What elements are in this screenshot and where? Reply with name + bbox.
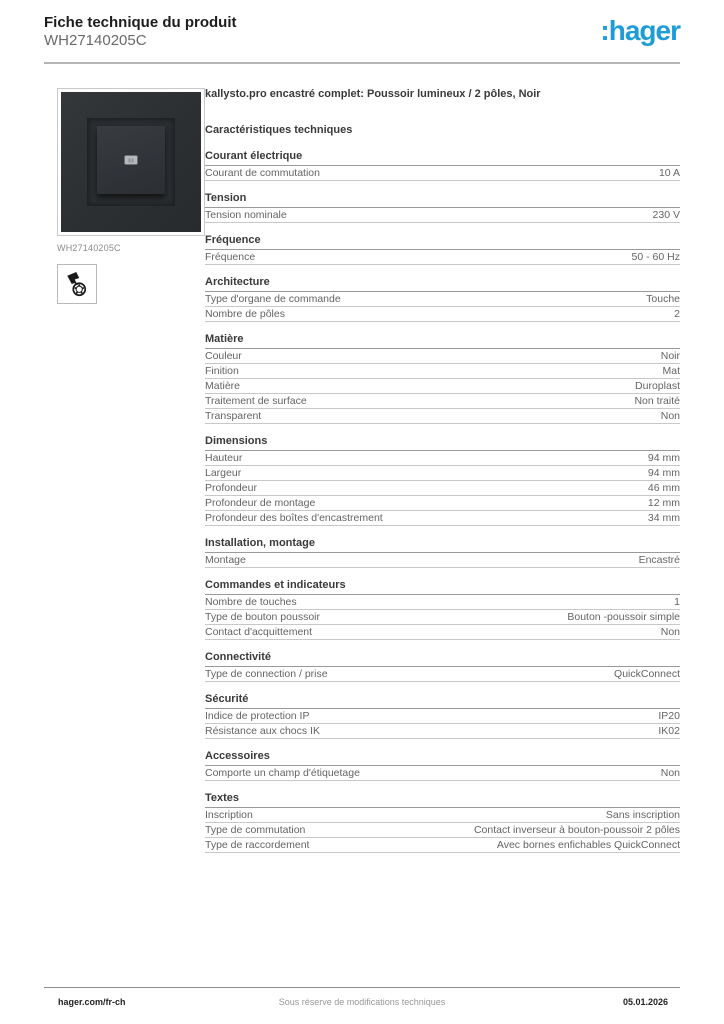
spec-row [205, 838, 680, 853]
spec-section [205, 274, 680, 322]
spec-row [205, 724, 680, 739]
spec-row [205, 250, 680, 265]
spec-section-title: Installation, montage [205, 535, 680, 553]
spec-row [205, 208, 680, 223]
spec-label: Couleur [205, 350, 242, 362]
spec-label: Finition [205, 365, 239, 377]
spec-row [205, 349, 680, 364]
spec-value: 10 A [658, 167, 680, 179]
spec-value: 2 [674, 308, 680, 320]
spec-section-title: Architecture [205, 274, 680, 292]
spec-row [205, 766, 680, 781]
spec-label: Type de bouton poussoir [205, 611, 320, 623]
spec-column [205, 88, 680, 862]
spec-value: Sans inscription [605, 809, 680, 821]
switch-indicator-window [125, 156, 138, 165]
page-footer [44, 987, 680, 1007]
spec-section-title: Textes [205, 790, 680, 808]
spec-section-title: Tension [205, 190, 680, 208]
spec-section-title: Accessoires [205, 748, 680, 766]
spec-label: Montage [205, 554, 246, 566]
spec-section-title: Connectivité [205, 649, 680, 667]
spec-section-title: Commandes et indicateurs [205, 577, 680, 595]
spec-value: 1 [674, 596, 680, 608]
spec-label: Courant de commutation [205, 167, 320, 179]
spec-section-title: Sécurité [205, 691, 680, 709]
spec-row [205, 595, 680, 610]
spec-label: Nombre de pôles [205, 308, 285, 320]
spec-sections [205, 148, 680, 853]
header-titles [44, 14, 237, 50]
spec-value: Non [660, 767, 680, 779]
spec-row [205, 364, 680, 379]
switch-push-button [97, 126, 165, 194]
spec-label: Matière [205, 380, 241, 392]
spec-label: Largeur [205, 467, 242, 479]
spec-value: IK02 [658, 725, 680, 737]
spec-label: Traitement de surface [205, 395, 307, 407]
spec-value: Bouton -poussoir simple [567, 611, 680, 623]
spec-section [205, 433, 680, 526]
spec-row [205, 292, 680, 307]
spec-row [205, 709, 680, 724]
spec-row [205, 808, 680, 823]
spec-row [205, 667, 680, 682]
spec-section [205, 790, 680, 853]
hager-logo: :hager [600, 15, 680, 46]
spec-value: Non traité [634, 395, 680, 407]
product-title: kallysto.pro encastré complet: Poussoir lumineux / 2 pôles, Noir [205, 88, 541, 100]
spec-row [205, 394, 680, 409]
spec-label: Type de raccordement [205, 839, 310, 851]
spec-row [205, 307, 680, 322]
spec-label: Comporte un champ d'étiquetage [205, 767, 360, 779]
page-title: Fiche technique du produit [44, 14, 237, 31]
spec-value: Touche [646, 293, 680, 305]
spec-row [205, 610, 680, 625]
spec-label: Contact d'acquittement [205, 626, 313, 638]
main-content [44, 88, 680, 862]
spec-value: Encastré [638, 554, 680, 566]
spec-row [205, 409, 680, 424]
spec-value: QuickConnect [614, 668, 680, 680]
product-image-caption: WH27140205C [57, 243, 121, 253]
product-image [57, 88, 205, 236]
spec-value: 50 - 60 Hz [631, 251, 680, 263]
spec-value: Contact inverseur à bouton-poussoir 2 pôles [473, 824, 680, 836]
spec-value: 34 mm [647, 512, 680, 524]
spec-section [205, 691, 680, 739]
footer-website-link[interactable]: hager.com/fr-ch [58, 997, 126, 1007]
spec-label: Fréquence [205, 251, 256, 263]
spec-label: Transparent [205, 410, 262, 422]
spec-row [205, 451, 680, 466]
spec-row [205, 496, 680, 511]
switch-cover-plate [61, 92, 201, 232]
spec-section [205, 148, 680, 181]
spec-section-title: Fréquence [205, 232, 680, 250]
spec-label: Nombre de touches [205, 596, 297, 608]
footer-date: 05.01.2026 [622, 997, 668, 1007]
spec-row [205, 625, 680, 640]
spec-label: Résistance aux chocs IK [205, 725, 320, 737]
spec-label: Type d'organe de commande [205, 293, 341, 305]
spec-section [205, 748, 680, 781]
spec-label: Type de commutation [205, 824, 306, 836]
spec-value: 12 mm [647, 497, 680, 509]
spec-label: Hauteur [205, 452, 243, 464]
spec-value: 94 mm [647, 467, 680, 479]
page-header [44, 14, 680, 50]
spec-section-title: Matière [205, 331, 680, 349]
switch-inner-frame [87, 118, 175, 206]
spec-row [205, 166, 680, 181]
spec-value: Non [660, 626, 680, 638]
spec-row [205, 511, 680, 526]
spec-value: Noir [660, 350, 680, 362]
spec-section-title: Courant électrique [205, 148, 680, 166]
spec-row [205, 481, 680, 496]
spec-label: Profondeur de montage [205, 497, 316, 509]
spec-section [205, 190, 680, 223]
spec-label: Inscription [205, 809, 253, 821]
spec-value: 46 mm [647, 482, 680, 494]
spec-section [205, 331, 680, 424]
spec-value: 230 V [652, 209, 680, 221]
spec-section [205, 577, 680, 640]
spec-value: Non [660, 410, 680, 422]
spec-label: Indice de protection IP [205, 710, 310, 722]
spec-value: Mat [662, 365, 680, 377]
product-media-column [44, 88, 205, 862]
spec-row [205, 823, 680, 838]
spec-section [205, 649, 680, 682]
spec-value: Avec bornes enfichables QuickConnect [496, 839, 680, 851]
claw-fixing-icon [57, 264, 97, 304]
spec-section [205, 535, 680, 568]
spec-value: Duroplast [635, 380, 680, 392]
characteristics-heading: Caractéristiques techniques [205, 124, 353, 136]
header-divider [44, 62, 680, 64]
spec-label: Profondeur des boîtes d'encastrement [205, 512, 383, 524]
spec-value: 94 mm [647, 452, 680, 464]
spec-value: IP20 [658, 710, 680, 722]
header-product-code: WH27140205C [44, 32, 147, 49]
spec-section-title: Dimensions [205, 433, 680, 451]
footer-disclaimer: Sous réserve de modifications techniques [278, 997, 446, 1007]
spec-row [205, 466, 680, 481]
spec-section [205, 232, 680, 265]
spec-row [205, 379, 680, 394]
spec-label: Tension nominale [205, 209, 287, 221]
spec-label: Type de connection / prise [205, 668, 328, 680]
spec-row [205, 553, 680, 568]
spec-label: Profondeur [205, 482, 257, 494]
